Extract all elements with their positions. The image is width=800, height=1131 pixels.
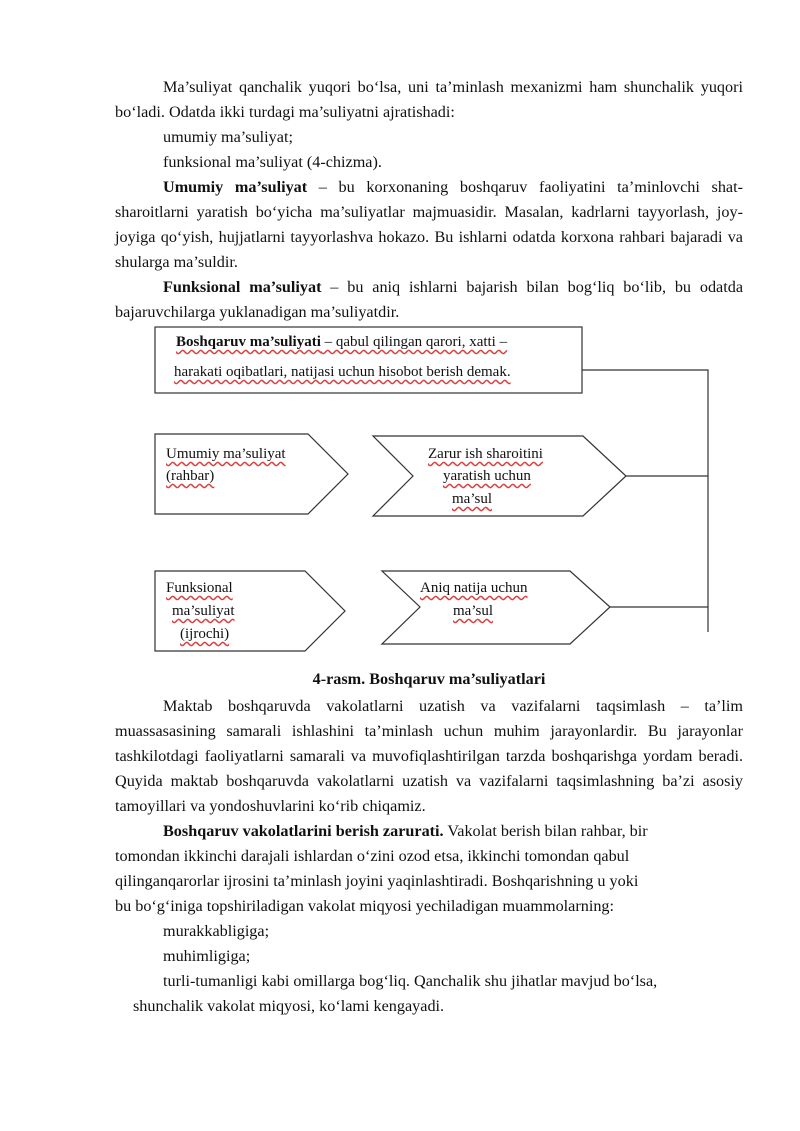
list-item-importance: muhimligiga; (163, 947, 251, 965)
definition-line-1 (176, 331, 507, 353)
paragraph-4: Maktab boshqaruvda vakolatlarni uzatish va vazifalarni taqsimlash – ta’lim muassasasining samarali ishlashini ta’minlash uchun muhim jarayonlardir. Bu jarayonlar tashkilotdagi faoliyatlarni samarali va muvofiqlashtirilgan tarzda boshqarishga yordam beradi. Quyida maktab boshqaruvda vakolatlarni uzatish va vazifalarni taqsimlashning ba’zi asosiy tamoyillari va yondoshuvlarini ko‘rib chiqamiz. (115, 697, 743, 815)
list-item-diversity: turli-tumanligi kabi omillarga bog‘liq. Qanchalik shu jihatlar mavjud bo‘lsa, (163, 972, 658, 990)
figure-caption: 4-rasm. Boshqaruv ma’suliyatlari (312, 670, 546, 688)
functional-result-line-1: Aniq natija uchun (420, 580, 528, 596)
definition-text-1: – qabul qilingan qarori, xatti – (320, 334, 508, 350)
definition-functional: – bu aniq ishlarni bajarish bilan bog‘liq bo‘lib, bu odatda bajaruvchilarga yuklanadigan ma’suliyatdir. (115, 278, 744, 321)
paragraph-5-line-1 (115, 819, 743, 844)
list-item-functional: funksional ma’suliyat (4-chizma). (163, 153, 382, 171)
general-result-line-3: ma’sul (452, 491, 492, 507)
general-result-line-1: Zarur ish sharoitini (428, 446, 543, 462)
list-item-diversity-cont: shunchalik vakolat miqyosi, ko‘lami kengayadi. (133, 997, 445, 1015)
paragraph-5-line-4: bu bo‘g‘iniga topshiriladigan vakolat miqyosi yechiladigan muammolarning: (115, 897, 615, 915)
paragraph-5-line-2: tomondan ikkinchi darajali ishlardan o‘zini ozod etsa, ikkinchi tomondan qabul (115, 847, 630, 865)
general-label-line-2: (rahbar) (166, 468, 215, 484)
general-label-line-1: Umumiy ma’suliyat (166, 446, 286, 462)
functional-label-line-1: Funksional (166, 580, 233, 596)
functional-result-line-2: ma’sul (453, 603, 493, 619)
definition-term: Boshqaruv ma’suliyati (176, 334, 321, 350)
term-delegation: Boshqaruv vakolatlarini berish zarurati. (163, 822, 444, 840)
paragraph-5-line-3: qilinganqarorlar ijrosini ta’minlash joyini yaqinlashtiradi. Boshqarishning u yoki (115, 872, 639, 890)
functional-label-line-2: ma’suliyat (172, 603, 235, 619)
general-result-line-2: yaratish uchun (443, 468, 531, 484)
paragraph-5-text-1: Vakolat berish bilan rahbar, bir (443, 822, 648, 840)
body-section (115, 694, 743, 1019)
paragraph-1: Ma’suliyat qanchalik yuqori bo‘lsa, uni ta’minlash mexanizmi ham shunchalik yuqori bo‘ladi. Odatda ikki turdagi ma’suliyatni ajratishadi: (115, 78, 743, 121)
functional-label-line-3: (ijrochi) (180, 626, 230, 642)
definition-line-2: harakati oqibatlari, natijasi uchun hisobot berish demak. (174, 364, 511, 380)
list-item-general: umumiy ma’suliyat; (163, 128, 293, 146)
term-functional: Funksional ma’suliyat (163, 278, 322, 296)
connector-line (582, 370, 708, 632)
term-general: Umumiy ma’suliyat (163, 178, 308, 196)
definition-general: – bu korxonaning boshqaruv faoliyatini ta’minlovchi shat-sharoitlarni yaratish bo‘yicha ma’suliyatlar majmuasidir. Masalan, kadrlarni tayyorlash, joy-joyiga qo‘yish, hujjatlarni tayyorlashva hokazo. Bu ishlarni odatda korxona rahbari bajaradi va shularga ma’suldir. (115, 178, 743, 271)
list-item-complexity: murakkabligiga; (163, 922, 270, 940)
